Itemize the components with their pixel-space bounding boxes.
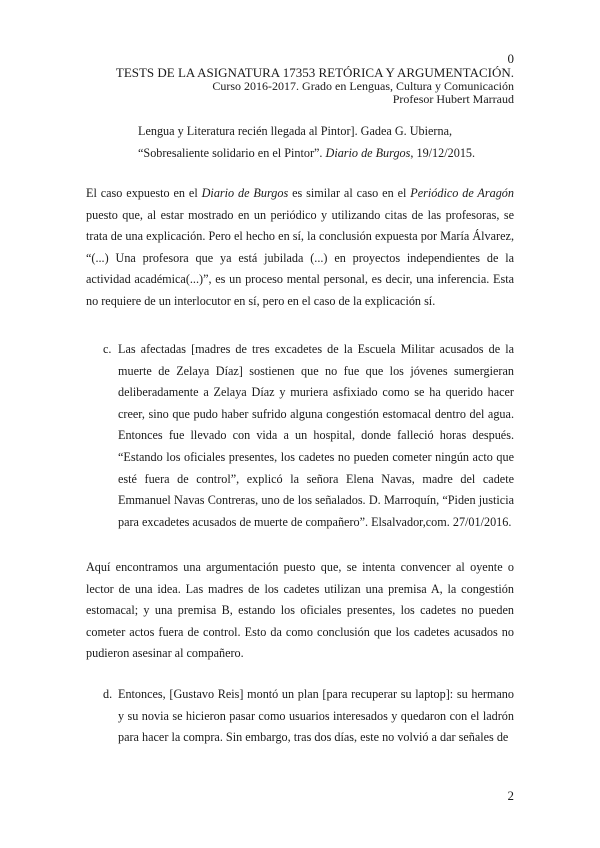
p2-text: Aquí encontramos una argumentación puesto que, se intenta convencer al oyente o lector de una idea. Las madres de los cadetes utilizan una premisa A, la congestión estomacal; y una premisa B, estando los oficiales presentes, los cadetes no pueden cometer actos fuera de control. Esto da como conclusión que los cadetes acusados no pudieron asesinar al compañero. [86,560,514,661]
p1-text-c: puesto que, al estar mostrado en un periódico y utilizando citas de las profesoras, se trata de una explicación. Pero el hecho en sí, la conclusión expuesta por María Álvarez, “(...) Una profesora que ya está jubilada (...) en proyectos independientes de la actividad académica(...)”, es un proceso mental personal, es decir, una inferencia. Esta no requiere de un interlocutor en sí, pero en el caso de la explicación sí. [86,207,514,308]
citation-continuation [138,121,514,164]
header-page-marker: 0 [507,51,514,66]
citation-text-a: Lengua y Literatura recién llegada al Pintor]. Gadea G. Ubierna, “Sobresaliente solidario en el Pintor”. [138,124,453,160]
p1-italic-a: Diario de Burgos [201,186,289,200]
list-item-d [118,684,514,749]
header-course: Curso 2016-2017. Grado en Lenguas, Cultura y Comunicación [212,79,514,93]
paragraph-analysis-1 [86,183,514,313]
p1-text-a: El caso expuesto en el [86,186,202,200]
header-title: TESTS DE LA ASIGNATURA 17353 RETÓRICA Y ARGUMENTACIÓN. [115,65,514,80]
header-professor: Profesor Hubert Marraud [392,92,514,106]
citation-source: Diario de Burgos [325,145,411,160]
item-d-text: Entonces, [Gustavo Reis] montó un plan [para recuperar su laptop]: su hermano y su novia se hicieron pasar como usuarios interesados y quedaron con el ladrón para hacer la compra. Sin embargo, tras dos días, este no volvió a dar señales de [118,687,514,745]
p1-italic-b: Periódico de Aragón [410,186,514,200]
citation-text-b: , 19/12/2015. [410,145,476,160]
list-item-c [118,339,514,533]
footer-page-number: 2 [507,788,514,803]
page-header [116,52,514,106]
list-marker-c: c. [103,342,112,356]
list-marker-d: d. [103,687,113,701]
paragraph-analysis-2 [86,557,514,665]
p1-text-b: es similar al caso en el [288,186,411,200]
item-c-text: Las afectadas [madres de tres excadetes de la Escuela Militar acusados de la muerte de Zelaya Díaz] sostienen que no fue que los jóvenes sumergieran deliberadamente a Zelaya Díaz y muriera asfixiado como se ha querido hacer creer, sino que pudo haber sufrido alguna congestión estomacal dentro del agua. Entonces fue llevado con vida a un hospital, donde falleció horas después. “Estando los oficiales presentes, los cadetes no pueden cometer ningún acto que esté fuera de control”, explicó la señora Elena Navas, madre del cadete Emmanuel Navas Contreras, uno de los señalados. D. Marroquín, “Piden justicia para excadetes acusados de muerte de compañero”. Elsalvador,com. 27/01/2016. [118,342,514,529]
